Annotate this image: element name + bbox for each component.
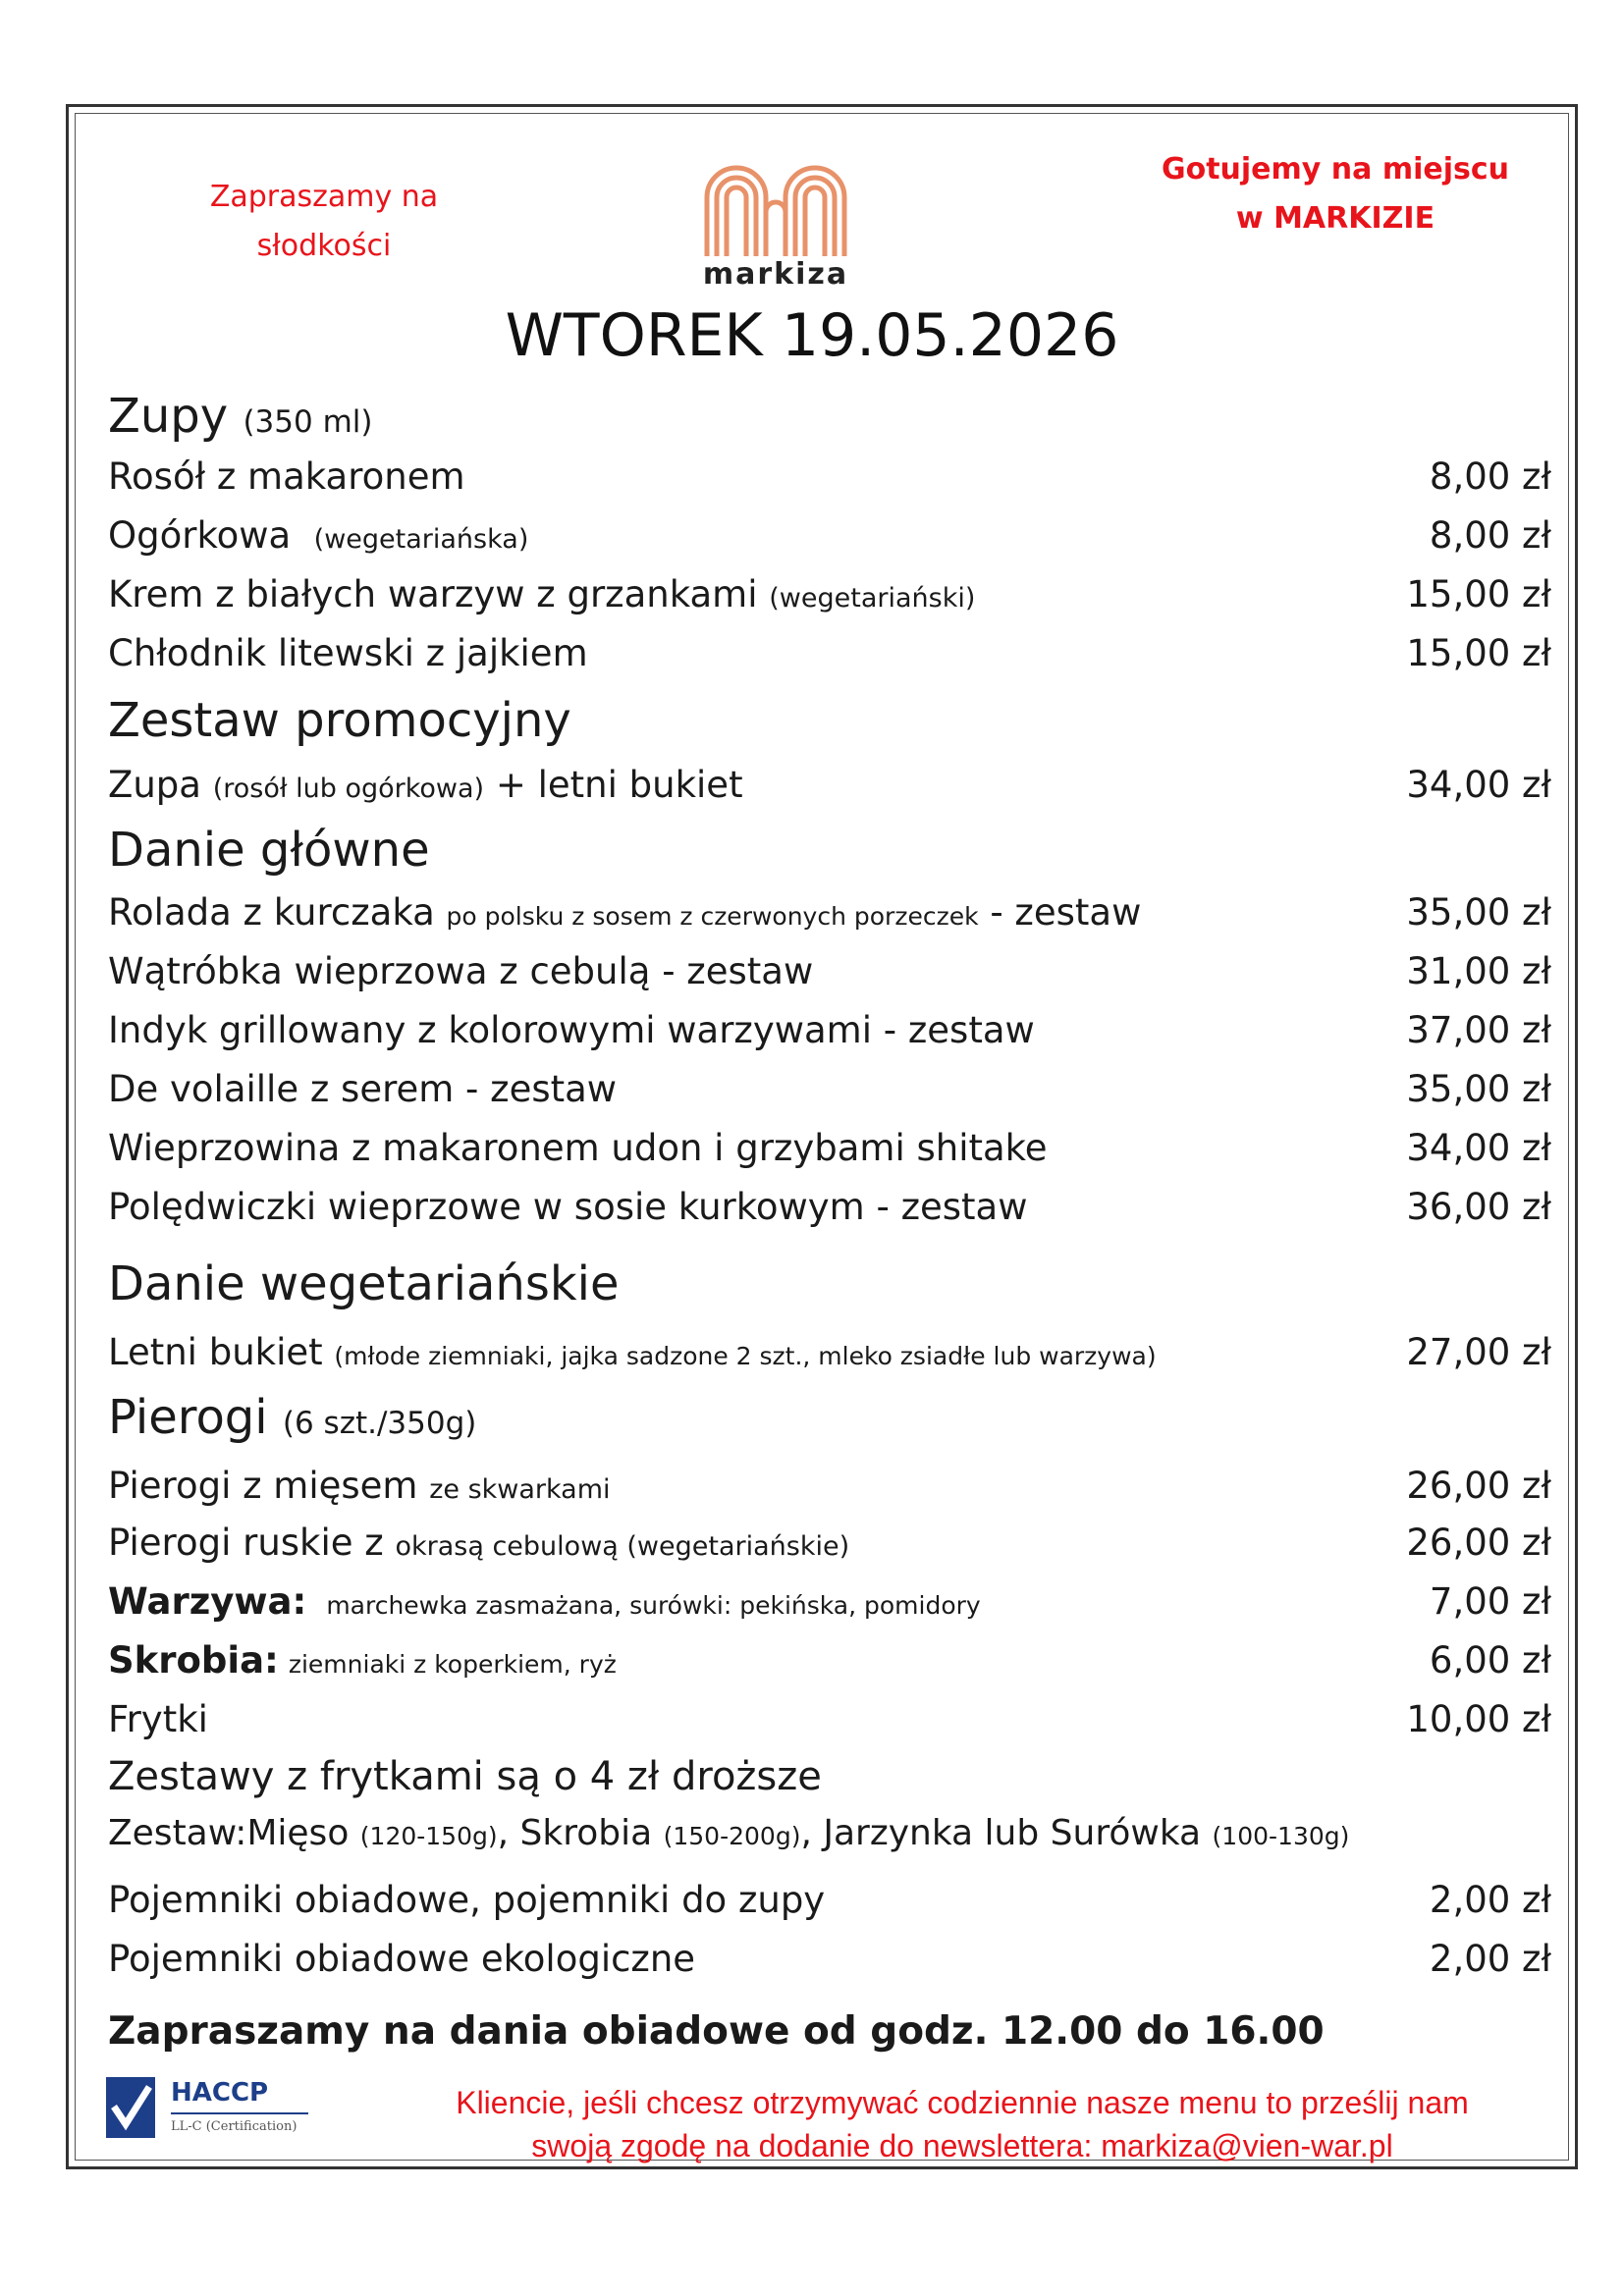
item-price: 36,00 zł bbox=[1406, 1186, 1551, 1228]
menu-item bbox=[108, 1325, 1551, 1380]
set-meat-note: (120-150g) bbox=[359, 1822, 498, 1850]
menu-item bbox=[108, 508, 1551, 563]
item-note: okrasą cebulową (wegetariańskie) bbox=[395, 1531, 850, 1562]
menu-item bbox=[108, 450, 1551, 505]
item-name-text: Pierogi z mięsem bbox=[108, 1465, 430, 1507]
menu-item bbox=[108, 1121, 1551, 1176]
item-name-text: Ogórkowa bbox=[108, 514, 314, 557]
item-note: (rosół lub ogórkowa) bbox=[212, 774, 485, 804]
item-name: Pojemniki obiadowe, pojemniki do zupy bbox=[108, 1879, 826, 1921]
set-starch-note: (150-200g) bbox=[663, 1822, 801, 1850]
menu-item bbox=[108, 1459, 1551, 1514]
item-name: Wątróbka wieprzowa z cebulą - zestaw bbox=[108, 950, 814, 992]
item-price: 26,00 zł bbox=[1406, 1465, 1551, 1507]
section-title-note: (6 szt./350g) bbox=[282, 1406, 477, 1441]
item-price: 34,00 zł bbox=[1406, 764, 1551, 806]
starch-note: ziemniaki z koperkiem, ryż bbox=[288, 1650, 617, 1679]
item-note: (wegetariański) bbox=[769, 583, 976, 614]
item-name-text: Chłodnik litewski z jajkiem bbox=[108, 632, 588, 674]
item-name bbox=[108, 1516, 849, 1575]
set-vegetable: , Jarzynka lub Surówka bbox=[800, 1813, 1213, 1853]
item-name bbox=[108, 1459, 611, 1518]
item-price: 6,00 zł bbox=[1429, 1639, 1551, 1682]
menu-item bbox=[108, 1516, 1551, 1571]
item-name-text: Rolada z kurczaka bbox=[108, 891, 447, 934]
item-name bbox=[108, 1633, 617, 1692]
menu-item bbox=[108, 626, 1551, 681]
container-row bbox=[108, 1932, 1551, 1987]
fries-note: Zestawy z frytkami są o 4 zł droższe bbox=[108, 1754, 822, 1799]
section-heading-vegetarian bbox=[108, 1253, 620, 1315]
item-name: Pojemniki obiadowe ekologiczne bbox=[108, 1938, 696, 1980]
newsletter-note bbox=[393, 2081, 1532, 2167]
item-price: 2,00 zł bbox=[1429, 1938, 1551, 1980]
vegetables-label: Warzywa: bbox=[108, 1580, 307, 1623]
section-title-note: (350 ml) bbox=[243, 404, 373, 440]
menu-item bbox=[108, 1180, 1551, 1235]
item-name bbox=[108, 758, 743, 817]
set-vegetable-note: (100-130g) bbox=[1212, 1822, 1350, 1850]
item-price: 15,00 zł bbox=[1406, 632, 1551, 674]
menu-item bbox=[108, 944, 1551, 999]
haccp-badge bbox=[106, 2077, 312, 2146]
item-price: 31,00 zł bbox=[1406, 950, 1551, 992]
cooking-onsite-note bbox=[1129, 145, 1542, 243]
item-name-suffix: - zestaw bbox=[978, 891, 1142, 934]
item-name bbox=[108, 1575, 981, 1633]
section-heading-soups bbox=[108, 385, 372, 454]
set-composition-note bbox=[108, 1806, 1349, 1864]
item-price: 2,00 zł bbox=[1429, 1879, 1551, 1921]
section-heading-pierogi bbox=[108, 1386, 476, 1455]
set-meat: Zestaw:Mięso bbox=[108, 1813, 360, 1853]
fries-row bbox=[108, 1692, 1551, 1747]
logo-text: markiza bbox=[702, 257, 849, 292]
section-title: Zupy bbox=[108, 389, 229, 444]
item-name: De volaille z serem - zestaw bbox=[108, 1068, 618, 1110]
haccp-label: HACCP bbox=[171, 2078, 269, 2108]
set-starch: , Skrobia bbox=[497, 1813, 664, 1853]
item-name bbox=[108, 626, 588, 685]
item-name-text: Letni bukiet bbox=[108, 1331, 335, 1373]
menu-item bbox=[108, 758, 1551, 813]
cooking-onsite-line1: Gotujemy na miejscu bbox=[1161, 152, 1510, 187]
lunch-hours: Zapraszamy na dania obiadowe od godz. 12.00 do 16.00 bbox=[108, 2009, 1325, 2054]
item-name: Polędwiczki wieprzowe w sosie kurkowym - zestaw bbox=[108, 1186, 1028, 1228]
container-row bbox=[108, 1873, 1551, 1928]
item-name-text: Rosół z makaronem bbox=[108, 455, 465, 498]
item-name-suffix: + letni bukiet bbox=[484, 764, 743, 806]
newsletter-line2: swoją zgodę na dodanie do newslettera: markiza@vien-war.pl bbox=[531, 2128, 1393, 2163]
haccp-cert: LL-C (Certification) bbox=[171, 2119, 298, 2134]
item-name bbox=[108, 1325, 1157, 1384]
section-title: Danie główne bbox=[108, 823, 430, 878]
item-note: ze skwarkami bbox=[429, 1474, 611, 1505]
vegetables-note: marchewka zasmażana, surówki: pekińska, pomidory bbox=[326, 1591, 981, 1620]
item-price: 37,00 zł bbox=[1406, 1009, 1551, 1051]
item-name bbox=[108, 567, 975, 626]
menu-item bbox=[108, 885, 1551, 940]
item-note: po polsku z sosem z czerwonych porzeczek bbox=[446, 902, 979, 931]
item-name: Wieprzowina z makaronem udon i grzybami shitake bbox=[108, 1127, 1048, 1169]
sweets-invitation bbox=[177, 173, 471, 271]
sweets-invitation-line2: słodkości bbox=[256, 229, 392, 263]
haccp-divider bbox=[171, 2112, 308, 2114]
section-title: Zestaw promocyjny bbox=[108, 693, 571, 748]
menu-item bbox=[108, 1003, 1551, 1058]
item-name-text: Zupa bbox=[108, 764, 213, 806]
item-price: 8,00 zł bbox=[1429, 455, 1551, 498]
section-title: Pierogi bbox=[108, 1390, 268, 1445]
haccp-check-icon bbox=[106, 2077, 155, 2138]
item-price: 7,00 zł bbox=[1429, 1580, 1551, 1623]
item-name: Indyk grillowany z kolorowymi warzywami - zestaw bbox=[108, 1009, 1035, 1051]
page-title: WTOREK 19.05.2026 bbox=[505, 301, 1119, 370]
item-name-text: Krem z białych warzyw z grzankami bbox=[108, 573, 770, 615]
menu-item bbox=[108, 1062, 1551, 1117]
starch-row bbox=[108, 1633, 1551, 1688]
item-name-text: Pierogi ruskie z bbox=[108, 1522, 396, 1564]
menu-item bbox=[108, 567, 1551, 622]
newsletter-line1: Kliencie, jeśli chcesz otrzymywać codziennie nasze menu to prześlij nam bbox=[456, 2085, 1469, 2120]
section-heading-mains bbox=[108, 819, 430, 881]
vegetables-row bbox=[108, 1575, 1551, 1629]
section-heading-promo bbox=[108, 689, 571, 752]
cooking-onsite-line2: w MARKIZIE bbox=[1235, 201, 1435, 236]
item-price: 15,00 zł bbox=[1406, 573, 1551, 615]
item-price: 10,00 zł bbox=[1406, 1698, 1551, 1740]
item-price: 35,00 zł bbox=[1406, 1068, 1551, 1110]
item-price: 34,00 zł bbox=[1406, 1127, 1551, 1169]
item-price: 8,00 zł bbox=[1429, 514, 1551, 557]
item-note: (wegetariańska) bbox=[313, 524, 529, 555]
item-price: 27,00 zł bbox=[1406, 1331, 1551, 1373]
section-title: Danie wegetariańskie bbox=[108, 1256, 620, 1311]
sweets-invitation-line1: Zapraszamy na bbox=[209, 180, 439, 214]
item-name: Frytki bbox=[108, 1698, 208, 1740]
item-name bbox=[108, 885, 1141, 944]
item-price: 26,00 zł bbox=[1406, 1522, 1551, 1564]
item-name bbox=[108, 450, 465, 508]
item-note: (młode ziemniaki, jajka sadzone 2 szt., mleko zsiadłe lub warzywa) bbox=[334, 1342, 1157, 1370]
item-price: 35,00 zł bbox=[1406, 891, 1551, 934]
starch-label: Skrobia: bbox=[108, 1639, 279, 1682]
item-name bbox=[108, 508, 528, 567]
